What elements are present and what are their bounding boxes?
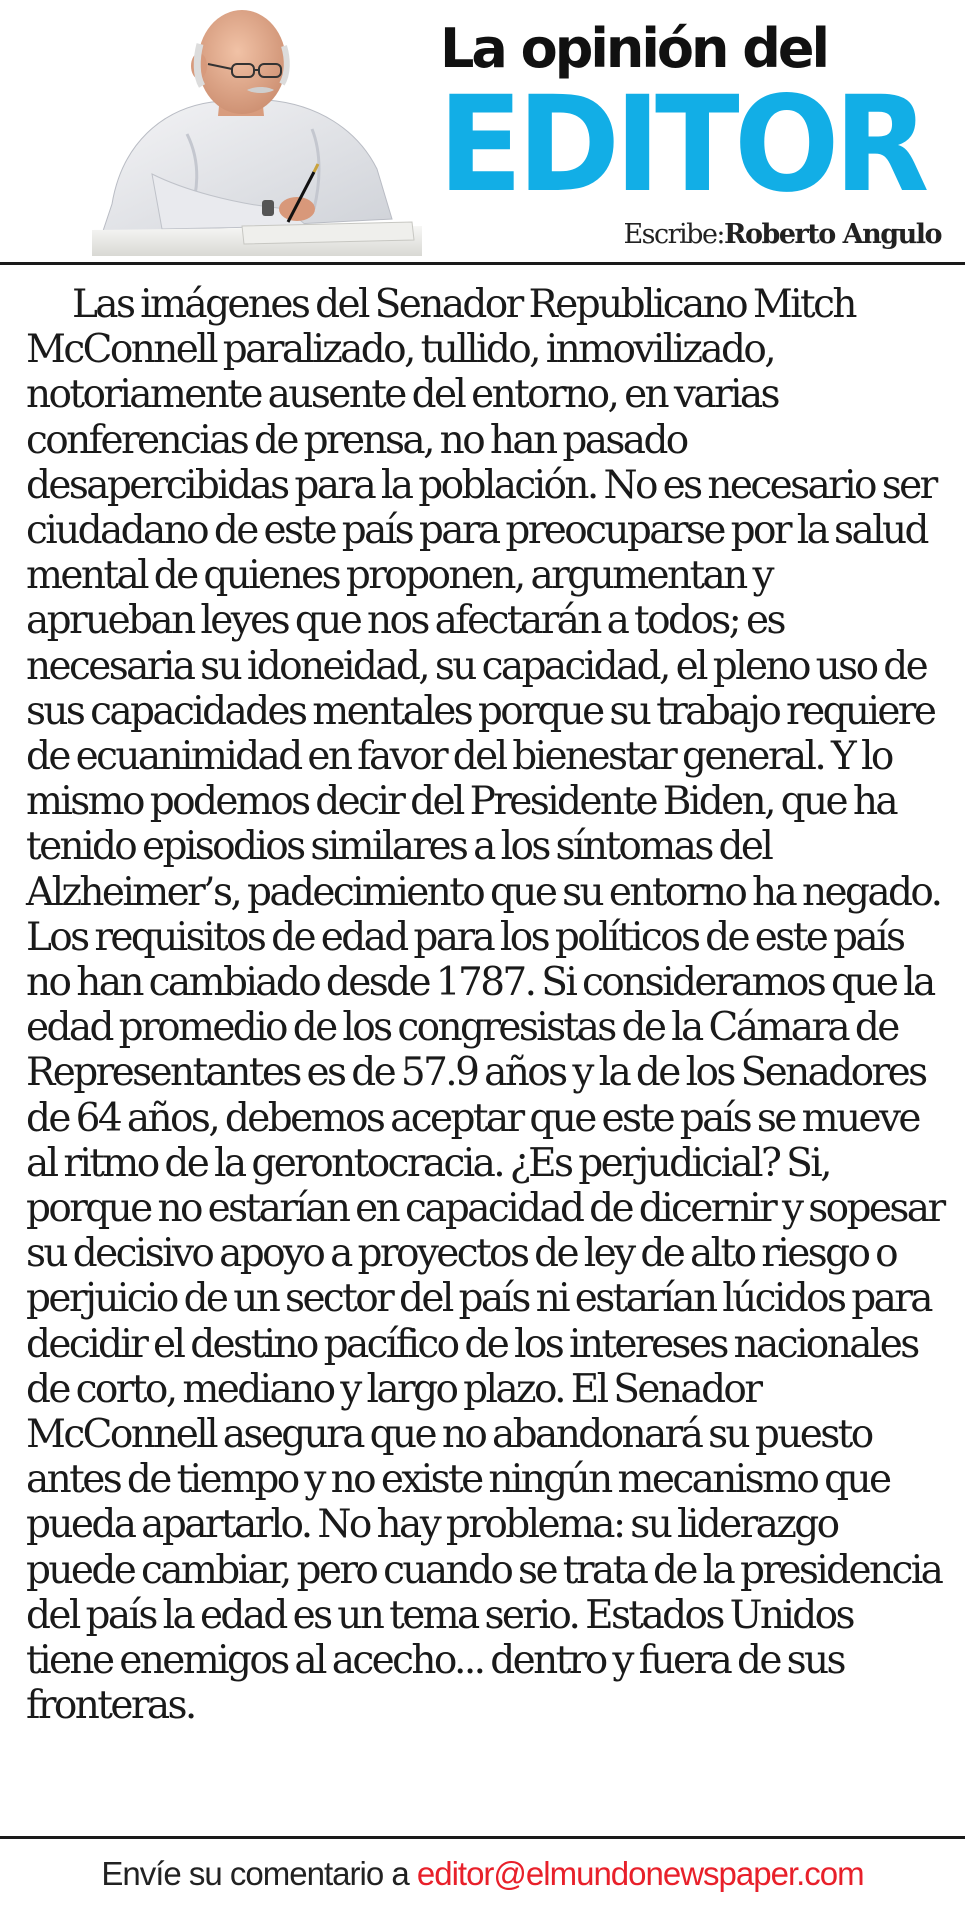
byline-author: Roberto Angulo [724, 219, 941, 250]
footer-email-link[interactable]: editor@elmundonewspaper.com [416, 1855, 864, 1892]
byline [623, 218, 941, 252]
editor-photo [92, 4, 422, 256]
header-title-big: EDITOR [438, 68, 924, 222]
footer [0, 1846, 965, 1902]
article-body: Las imágenes del Senador Republicano Mitch McConnell paralizado, tullido, inmovilizado, notoriamente ausente del entorno, en varias conferencias de prensa, no han pasado desapercibidas para la población. No es necesario ser ciudadano de este país para preocuparse por la salud mental de quienes proponen, argumentan y aprueban leyes que nos afectarán a todos; es necesaria su idoneidad, su capacidad, el pleno uso de sus capacidades mentales porque su trabajo requiere de ecuanimidad en favor del bienestar general. Y lo mismo podemos decir del Presidente Biden, que ha tenido episodios similares a los síntomas del Alzheimer’s, padecimiento que su entorno ha negado. Los requisitos de edad para los políticos de este país no han cambiado desde 1787. Si consideramos que la edad promedio de los congresistas de la Cámara de Representantes es de 57.9 años y la de los Senadores de 64 años, debemos aceptar que este país se mueve al ritmo de la gerontocracia. ¿Es perjudicial? Si, porque no estarían en capacidad de dicernir y sopesar su decisivo apoyo a proyectos de ley de alto riesgo o perjuicio de un sector del país ni estarían lúcidos para decidir el destino pacífico de los intereses nacionales de corto, mediano y largo plazo. El Senador McConnell asegura que no abandonará su puesto antes de tiempo y no existe ningún mecanismo que pueda apartarlo. No hay problema: su liderazgo puede cambiar, pero cuando se trata de la presidencia del país la edad es un tema serio. Estados Unidos tiene enemigos al acecho... dentro y fuera de sus fronteras. [26, 282, 944, 1729]
header-divider [0, 262, 965, 265]
byline-label: Escribe: [623, 219, 725, 250]
footer-label: Envíe su comentario a [101, 1855, 409, 1892]
footer-divider [0, 1836, 965, 1839]
editorial-header [0, 0, 965, 262]
header-title-small: La opinión del [440, 17, 827, 80]
